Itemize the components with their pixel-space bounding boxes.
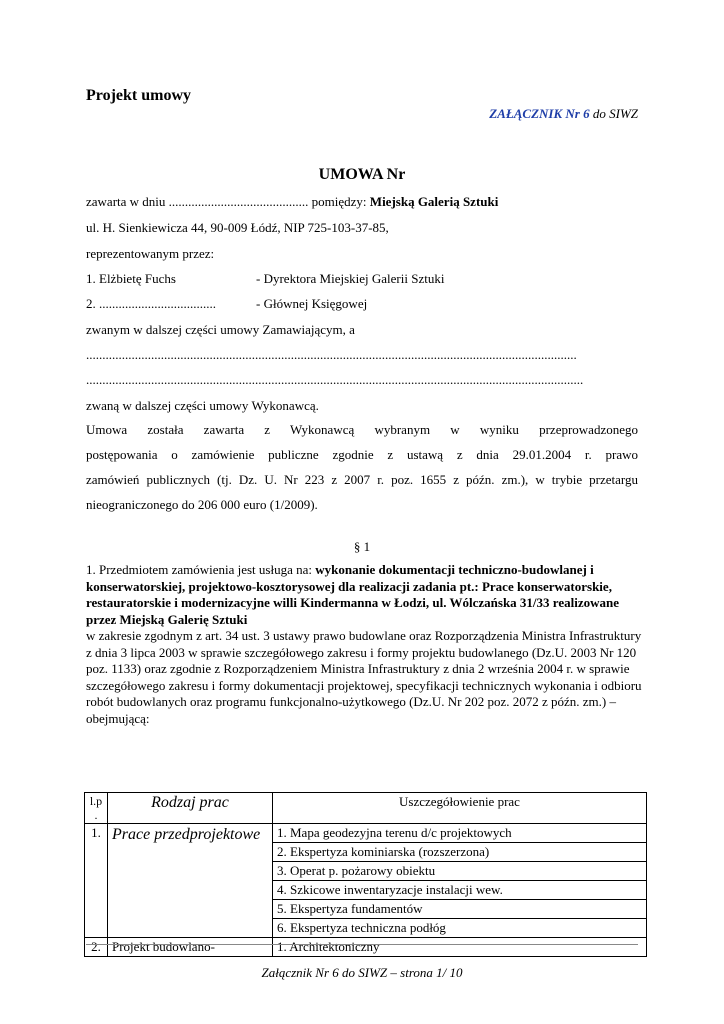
row-2-type: Projekt budowlano- [108, 938, 273, 957]
represented-by: reprezentowanym przez: [86, 246, 215, 261]
section-subject: wykonanie dokumentacji techniczno-budowlanej i konserwatorskiej, projektowo-kosztorysowej dla realizacji zadania pt.: Prace konserwatorskie, restauratorskie i modernizacyjne willi Kindermanna w Łodzi, ul. Wólczańska 31/33 realizowane przez Miejską Galerię Sztuki [86, 562, 619, 627]
row-2-number: 2. [85, 938, 108, 957]
footer-divider [86, 944, 638, 945]
row-1-item: 1. Mapa geodezyjna terenu d/c projektowych [273, 824, 647, 843]
row-1-type: Prace przedprojektowe [108, 824, 273, 938]
contractor-line: zwaną w dalszej części umowy Wykonawcą. [86, 398, 319, 413]
section-symbol: § 1 [353, 539, 371, 554]
ordering-party-line: zwanym w dalszej części umowy Zamawiającym, a [86, 322, 355, 337]
row-1-item: 3. Operat p. pożarowy obiektu [273, 862, 647, 881]
intro-line-3: zamówień publicznych (tj. Dz. U. Nr 223 z 2007 r. poz. 1655 z późn. zm.), w trybie przetargu [86, 472, 638, 487]
section-body: w zakresie zgodnym z art. 34 ust. 3 ustawy prawo budowlane oraz Rozporządzenia Ministra Infrastruktury z dnia 3 lipca 2003 w sprawie szczegółowego zakresu i formy projektu budowlanego (Dz.U. 2003 Nr 120 poz. 1133) oraz zgodnie z Rozporządzeniem Ministra Infrastruktury z dnia 2 września 2004 r. w sprawie szczegółowego zakresu i formy dokumentacji projektowej, specyfikacji technicznych wykonania i odbioru robót budowlanych oraz programu funkcjonalno-użytkowego (Dz.U. Nr 202 poz. 2072 z późn. zm.) – obejmującą: [86, 628, 642, 726]
representative-2-role: - Głównej Księgowej [256, 296, 368, 311]
page-title: Projekt umowy [86, 87, 192, 104]
contract-party: Miejską Galerią Sztuki [369, 194, 499, 209]
scope-table-wrapper [80, 788, 655, 954]
row-1-number: 1. [85, 824, 108, 938]
intro-line-4: nieograniczonego do 206 000 euro (1/2009). [86, 497, 318, 512]
page-footer: Załącznik Nr 6 do SIWZ – strona 1/ 10 [261, 965, 463, 980]
contractor-dots-1: ....................................................................................................................................................... [86, 347, 577, 362]
attachment-suffix: do SIWZ [589, 106, 638, 121]
row-1-item: 4. Szkicowe inwentaryzacje instalacji wew. [273, 881, 647, 900]
table-header-row [85, 793, 647, 824]
header-detail: Uszczegółowienie prac [273, 793, 647, 824]
representative-1-name: 1. Elżbietę Fuchs [86, 271, 176, 286]
row-2-item: 1. Architektoniczny [273, 938, 647, 957]
header-type: Rodzaj prac [108, 793, 273, 824]
attachment-label [489, 106, 638, 122]
row-1-item: 6. Ekspertyza techniczna podłóg [273, 919, 647, 938]
attachment-number: ZAŁĄCZNIK Nr 6 [489, 106, 590, 121]
address-line: ul. H. Sienkiewicza 44, 90-009 Łódź, NIP 725-103-37-85, [86, 220, 389, 235]
representative-2-name: 2. .................................... [86, 296, 216, 311]
section-1-paragraph [86, 562, 646, 727]
header-lp: l.p . [85, 793, 108, 824]
contract-title: UMOWA Nr [318, 166, 406, 183]
row-1-item: 2. Ekspertyza kominiarska (rozszerzona) [273, 843, 647, 862]
intro-line-2: postępowania o zamówienie publiczne zgodnie z ustawą z dnia 29.01.2004 r. prawo [86, 447, 638, 462]
intro-line-1: Umowa została zawarta z Wykonawcą wybranym w wyniku przeprowadzonego [86, 422, 638, 437]
scope-table [84, 792, 647, 957]
representative-1-role: - Dyrektora Miejskiej Galerii Sztuki [256, 271, 445, 286]
table-row [85, 938, 647, 957]
contract-date-prefix: zawarta w dniu ........................................... pomiędzy: [86, 194, 370, 209]
section-lead: 1. Przedmiotem zamówienia jest usługa na: [86, 562, 316, 577]
row-1-item: 5. Ekspertyza fundamentów [273, 900, 647, 919]
table-row [85, 824, 647, 843]
contractor-dots-2: ......................................................................................................................................................... [86, 372, 584, 387]
contract-date-line [86, 194, 498, 210]
